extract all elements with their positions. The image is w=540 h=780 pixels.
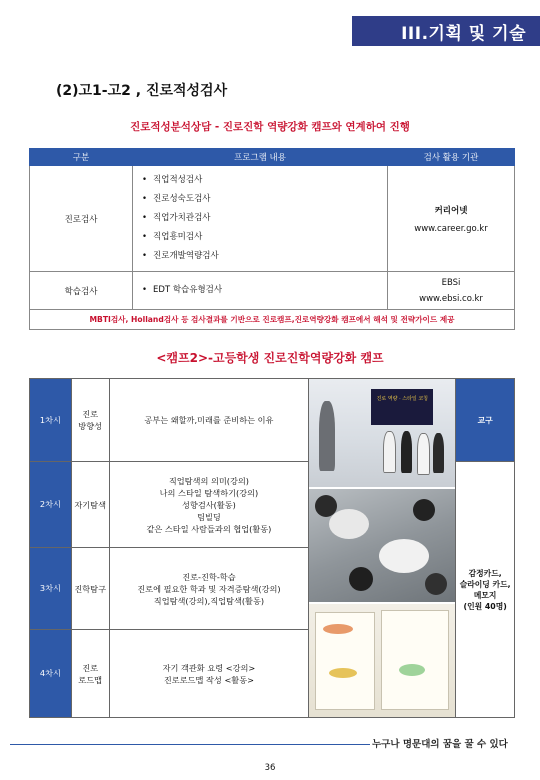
agency-cell (388, 272, 515, 310)
student-figure (383, 431, 396, 473)
list-item: • 진로성숙도검사 (142, 190, 386, 209)
list-item: • 직업가치관검사 (142, 209, 386, 228)
content-line: 진로-진학-학습 (182, 571, 236, 582)
list-item: • 진로개발역량검사 (142, 247, 386, 266)
stage-line: 방향성 (78, 421, 103, 431)
session-number: 2차시 (30, 462, 72, 548)
tool-line: (인원 40명) (463, 601, 507, 611)
camp-photo-roadmap (309, 604, 455, 717)
table-paper (379, 539, 429, 573)
stage-line: 로드맵 (78, 674, 103, 685)
session-content (109, 379, 309, 462)
note-row (30, 310, 515, 330)
student-head (425, 573, 447, 595)
session-number: 1차시 (30, 379, 72, 462)
tool-header: 교구 (456, 379, 515, 462)
photo-column (309, 379, 456, 718)
program-cell (133, 272, 388, 310)
row-category: 진로검사 (30, 166, 133, 272)
col-header-program: 프로그램 내용 (133, 149, 388, 166)
chapter-title: III.기획 및 기술 (401, 23, 526, 44)
student-figure (433, 433, 444, 473)
program-list (134, 277, 386, 304)
session-stage (71, 548, 109, 630)
program-cell (133, 166, 388, 272)
row-category: 학습검사 (30, 272, 133, 310)
content-line: 자기 객관화 요령 <강의> (162, 662, 256, 673)
student-figure (401, 431, 412, 473)
content-line: 직업탐색(강의),직업탐색(활동) (153, 595, 265, 606)
exam-subtitle: 진로적성분석상담 - 진로진학 역량강화 캠프와 연계하여 진행 (130, 121, 410, 133)
student-head (349, 567, 373, 591)
camp-photo-lecture (309, 379, 455, 489)
camp-title: <캠프2>-고등학생 진로진학역량강화 캠프 (156, 351, 384, 365)
stage-line: 진로 (82, 662, 99, 673)
camp-table (29, 378, 515, 718)
agency-url: www.career.go.kr (414, 223, 488, 234)
table-paper (329, 509, 369, 539)
section-title: (2)고1-고2 , 진로적성검사 (56, 83, 228, 99)
camp-photo-groupwork (309, 489, 455, 604)
stage-line: 자기탐색 (74, 499, 106, 510)
screen-text: 진로 역량 · 스타일 코칭 (376, 396, 428, 402)
tool-line: 슬라이딩 카드, (459, 579, 511, 589)
table-row (30, 272, 515, 310)
chapter-header (352, 16, 540, 46)
tool-line: 메모지 (473, 590, 497, 600)
presentation-screen (371, 389, 433, 425)
list-item: • 직업적성검사 (142, 171, 386, 190)
agency-name: EBSi (441, 277, 461, 288)
session-number: 3차시 (30, 548, 72, 630)
table-row (30, 166, 515, 272)
session-content (109, 548, 309, 630)
stage-line: 진학탐구 (74, 583, 106, 594)
exam-note: MBTI검사, Holland검사 등 검사결과를 기반으로 진로캠프,진로역량강화 캠프에서 해석 및 전략가이드 제공 (30, 310, 515, 330)
student-head (413, 499, 435, 521)
student-figure (417, 433, 430, 475)
content-line: 팀빌딩 (197, 511, 221, 522)
agency-cell (388, 166, 515, 272)
content-line: 나의 스타일 탐색하기(강의) (159, 487, 259, 498)
footer-divider (10, 744, 370, 745)
page-number: 36 (264, 763, 276, 773)
session-stage (71, 630, 109, 718)
program-list (134, 167, 386, 270)
session-stage (71, 462, 109, 548)
session-number: 4차시 (30, 630, 72, 718)
agency-url: www.ebsi.co.kr (419, 293, 483, 304)
agency-name: 커리어넷 (434, 205, 468, 216)
col-header-category: 구분 (30, 149, 133, 166)
session-content (109, 462, 309, 548)
col-header-agency: 검사 활용 기관 (388, 149, 515, 166)
content-line: 진로로드맵 작성 <활동> (163, 674, 254, 685)
table-row (30, 379, 515, 462)
session-content (109, 630, 309, 718)
list-item: • 직업흥미검사 (142, 228, 386, 247)
content-line: 성향검사(활동) (182, 499, 236, 510)
tool-line: 감정카드, (468, 568, 502, 578)
presenter-figure (319, 401, 335, 471)
content-line: 진로에 필요한 학과 및 자격증탐색(강의) (137, 583, 281, 594)
exam-table (29, 148, 515, 330)
stage-line: 진로 (82, 409, 99, 419)
exam-header-row (30, 149, 515, 166)
content-line: 공부는 왜할까,미래를 준비하는 이유 (144, 415, 274, 425)
footer-slogan: 누구나 명문대의 꿈을 꿀 수 있다 (372, 739, 508, 750)
content-line: 같은 스타일 사람들과의 협업(활동) (146, 523, 272, 534)
content-line: 직업탐색의 의미(강의) (168, 475, 250, 486)
list-item: • EDT 학습유형검사 (142, 281, 386, 300)
tool-cell (456, 462, 515, 718)
session-stage (71, 379, 109, 462)
roadmap-poster (381, 610, 449, 710)
